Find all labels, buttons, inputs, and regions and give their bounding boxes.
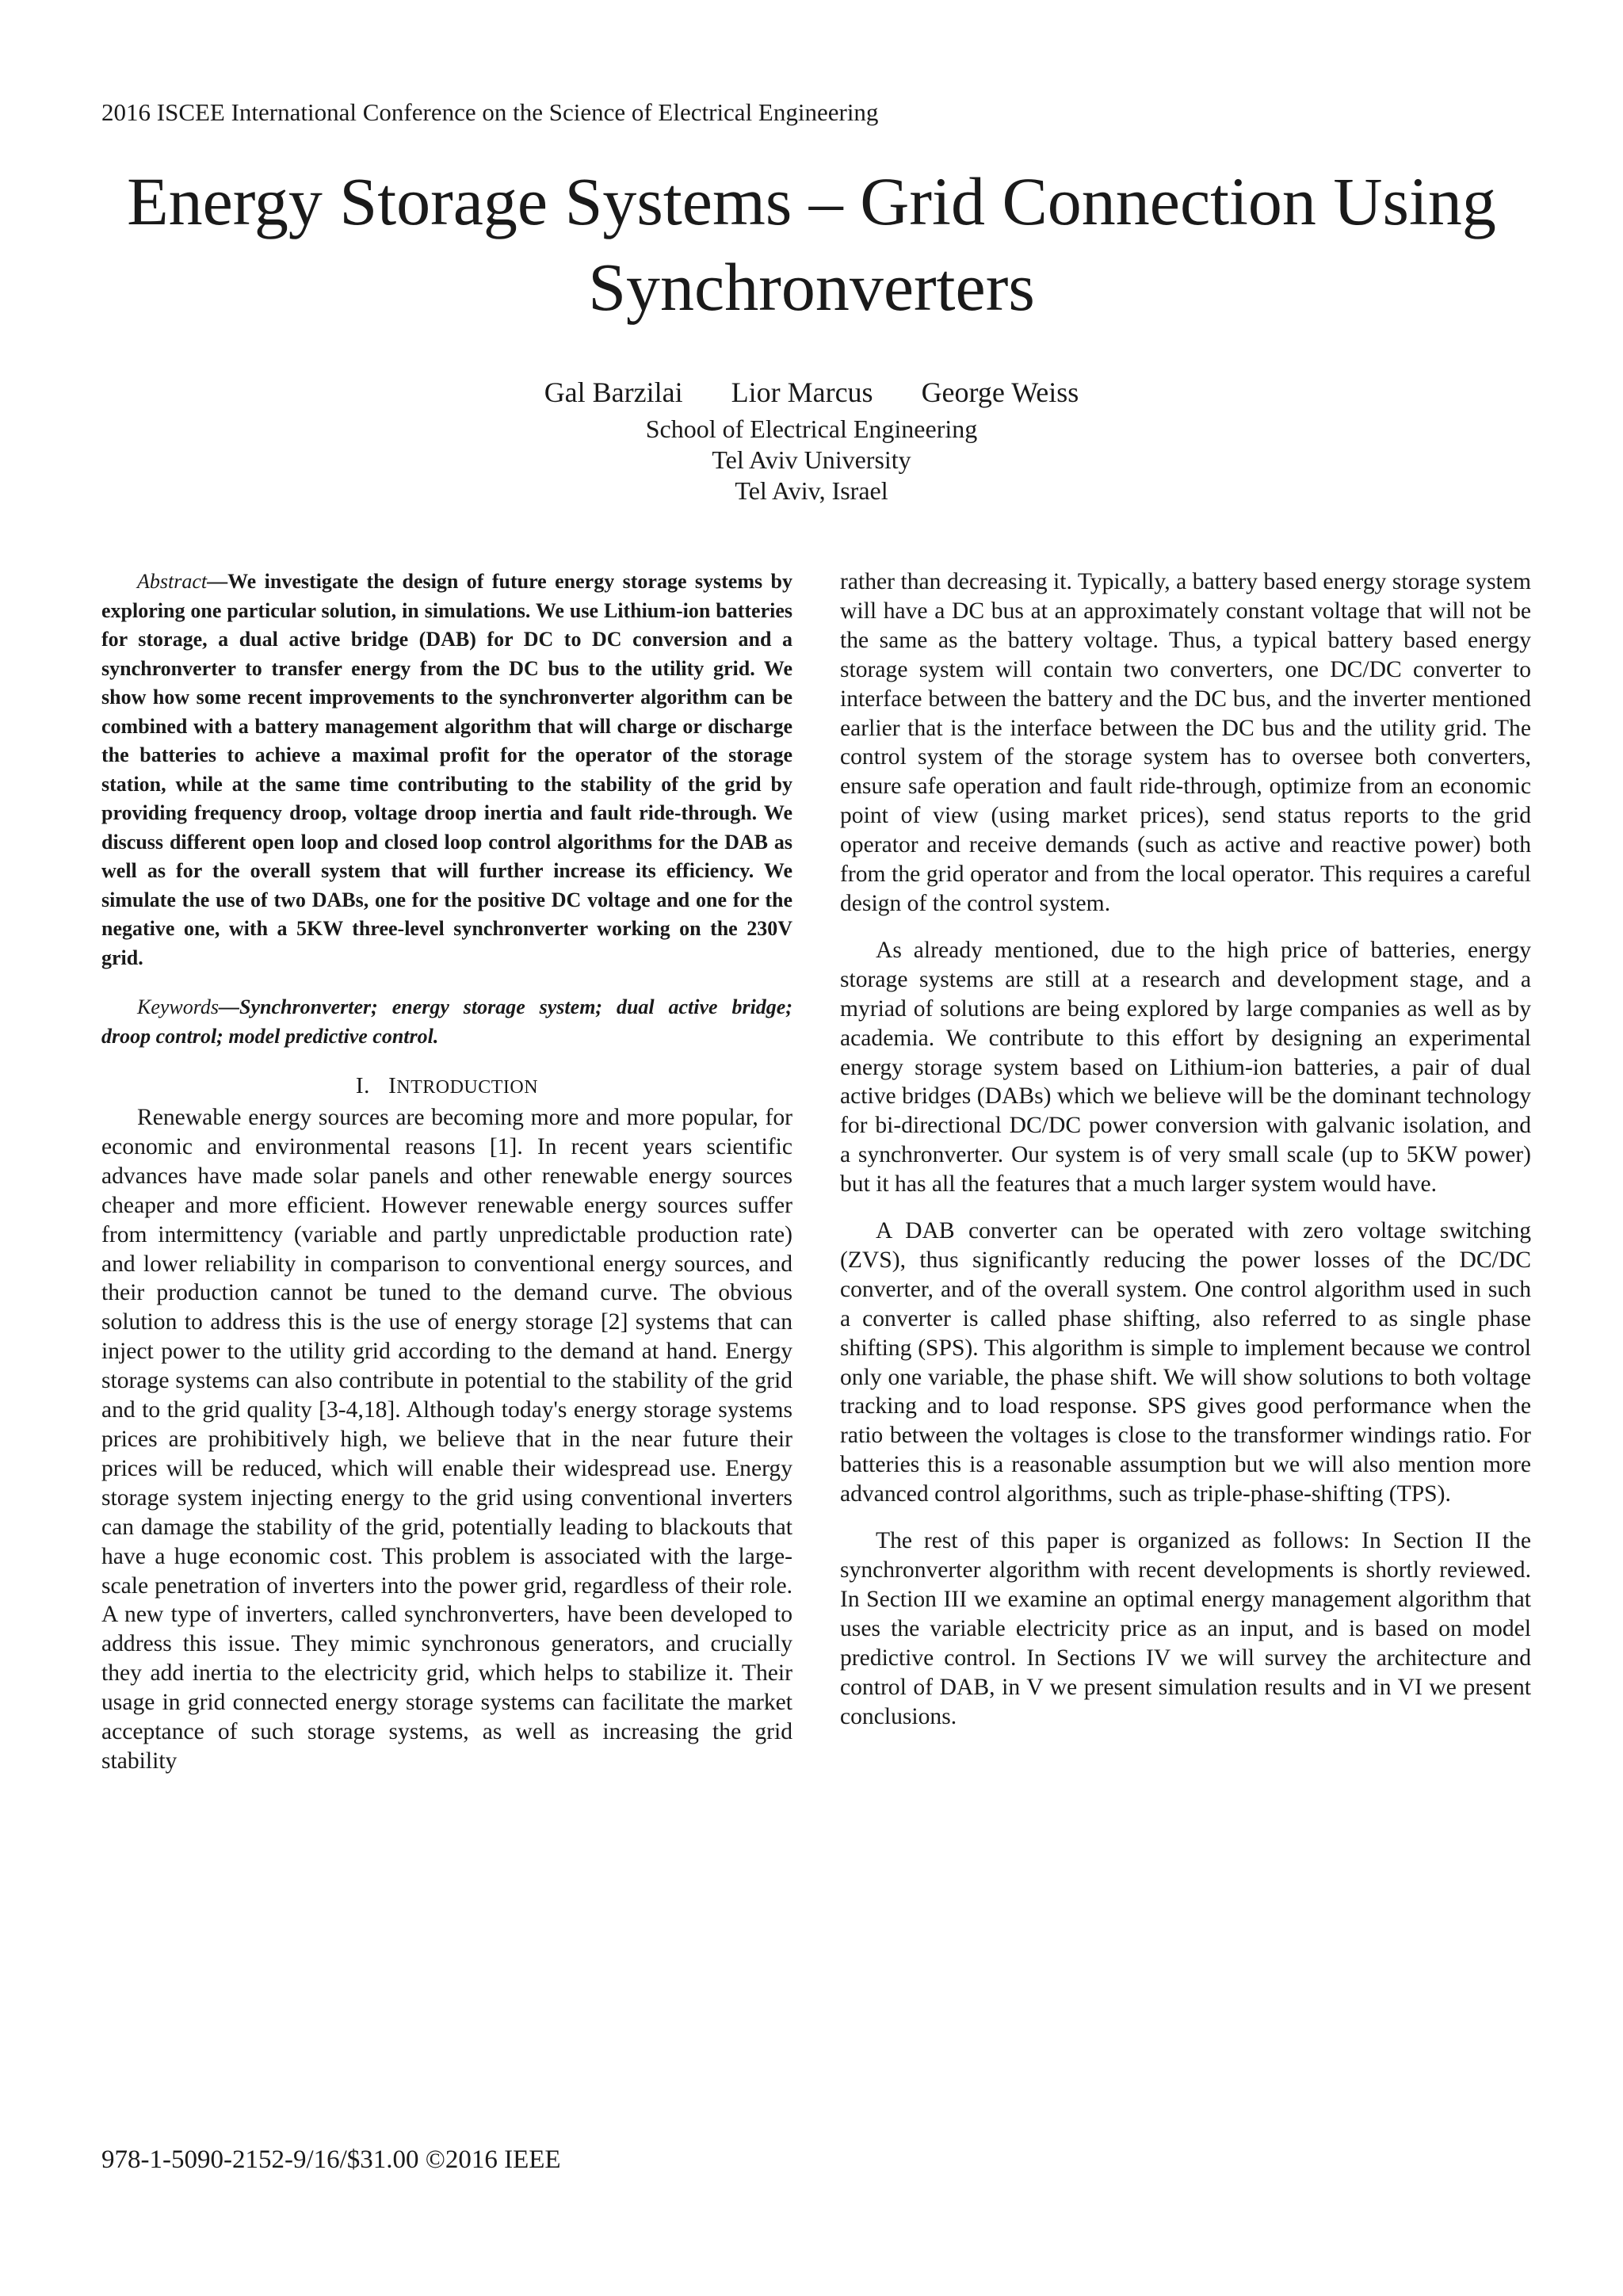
author-3: George Weiss [921,376,1079,408]
intro-paragraph-4: The rest of this paper is organized as follows: In Section II the synchronverter algorithm with recent developments is shortly reviewed. In Section III we examine an optimal energy management algorithm that uses the variable electricity price as an input, and is based on model predictive control. In Sections IV we will survey the architecture and control of DAB, in V we present simulation results and in VI we present conclusions. [840,1528,1531,1729]
section-heading-introduction [101,1072,792,1102]
abstract-text: —We investigate the design of future energy storage systems by exploring one particular solution, in simulations. We use Lithium-ion batteries for storage, a dual active bridge (DAB) for DC to DC conversion and a synchronverter to transfer energy from the DC bus to the utility grid. We show how some recent improvements to the synchronverter algorithm can be combined with a battery management algorithm that will charge or discharge the batteries to achieve a maximal profit for the operator of the storage station, while at the same time contributing to the stability of the grid by providing frequency droop, voltage droop inertia and fault ride-through. We discuss different open loop and closed loop control algorithms for the DAB as well as for the overall system that will further increase its efficiency. We simulate the use of two DABs, one for the positive DC voltage and one for the negative one, with a 5KW three-level synchronverter working on the 230V grid. [101,570,792,969]
affiliation-school: School of Electrical Engineering [645,415,978,443]
affiliation [0,414,1623,506]
intro-paragraph-1-continued: rather than decreasing it. Typically, a battery based energy storage system will have a DC bus at an approximately constant voltage that will not be the same as the battery voltage. Thus, a typical battery based energy storage system will contain two converters, one DC/DC converter to interface between the battery and the DC bus, and the inverter mentioned earlier that is the interface between the DC bus and the utility grid. The control system of the storage system has to oversee both converters, ensure safe operation and fault ride-through, optimize from an economic point of view (using market prices), send status reports to the grid operator and receive demands (such as active and reactive power) both from the grid operator and from the local operator. This requires a careful design of the control system. [840,569,1531,916]
right-column [840,567,1531,1731]
author-1: Gal Barzilai [544,376,683,408]
section-title-initial: I [388,1073,397,1098]
keywords-text: —Synchronverter; energy storage system; dual active bridge; droop control; model predictive control. [101,995,792,1048]
section-number: I. [355,1073,370,1098]
paper-title [79,159,1544,330]
left-column [101,567,792,1776]
keywords-lead: Keywords [137,995,220,1018]
abstract-lead: Abstract [137,570,208,593]
abstract [101,567,792,972]
author-2: Lior Marcus [731,376,873,408]
copyright-footer: 978-1-5090-2152-9/16/$31.00 ©2016 IEEE [101,2145,561,2174]
author-list [0,376,1623,409]
paper-title-line-2: Synchronverters [588,249,1035,325]
affiliation-location: Tel Aviv, Israel [735,476,888,505]
section-title-rest: NTRODUCTION [396,1077,539,1098]
conference-header: 2016 ISCEE International Conference on the Science of Electrical Engineering [101,98,879,126]
intro-paragraph-2: As already mentioned, due to the high price of batteries, energy storage systems are still at a research and development stage, and a myriad of solutions are being explored by large companies as well as by academia. We contribute to this effort by designing an experimental energy storage system based on Lithium-ion batteries, a pair of dual active bridges (DABs) which we believe will be the dominant technology for bi-directional DC/DC power conversion with galvanic isolation, and a synchronverter. Our system is of very small scale (up to 5KW power) but it has all the features that a much larger system would have. [840,937,1531,1198]
intro-paragraph-3: A DAB converter can be operated with zero voltage switching (ZVS), thus significantly reducing the power losses of the DC/DC converter, and of the overall system. One control algorithm used in such a converter is called phase shifting, also referred to as single phase shifting (SPS). This algorithm is simple to implement because we control only one variable, the phase shift. We will show solutions to both voltage tracking and to load response. SPS gives good performance when the ratio between the voltages is close to the transformer windings ratio. For batteries this is a reasonable assumption but we will also mention more advanced control algorithms, such as triple-phase-shifting (TPS). [840,1218,1531,1507]
keywords [101,993,792,1051]
affiliation-university: Tel Aviv University [712,445,911,474]
paper-title-line-1: Energy Storage Systems – Grid Connection Using [127,163,1496,239]
intro-paragraph-1: Renewable energy sources are becoming more and more popular, for economic and environmental reasons [1]. In recent years scientific advances have made solar panels and other renewable energy sources cheaper and more efficient. However renewable energy sources suffer from intermittency (variable and partly unpredictable production rate) and lower reliability in comparison to conventional energy sources, and their production cannot be tuned to the demand curve. The obvious solution to address this is the use of energy storage [2] systems that can inject power to the utility grid according to the demand at hand. Energy storage systems can also contribute in potential to the stability of the grid and to the grid quality [3-4,18]. Although today's energy storage systems prices are prohibitively high, we believe that in the near future their prices will be reduced, which will enable their widespread use. Energy storage system injecting energy to the grid using conventional inverters can damage the stability of the grid, potentially leading to blackouts that have a huge economic cost. This problem is associated with the large-scale penetration of inverters into the power grid, regardless of their role. A new type of inverters, called synchronverters, have been developed to address this issue. They mimic synchronous generators, and crucially they add inertia to the electricity grid, which helps to stabilize it. Their usage in grid connected energy storage systems can facilitate the market acceptance of such storage systems, as well as increasing the grid stability [101,1105,792,1774]
